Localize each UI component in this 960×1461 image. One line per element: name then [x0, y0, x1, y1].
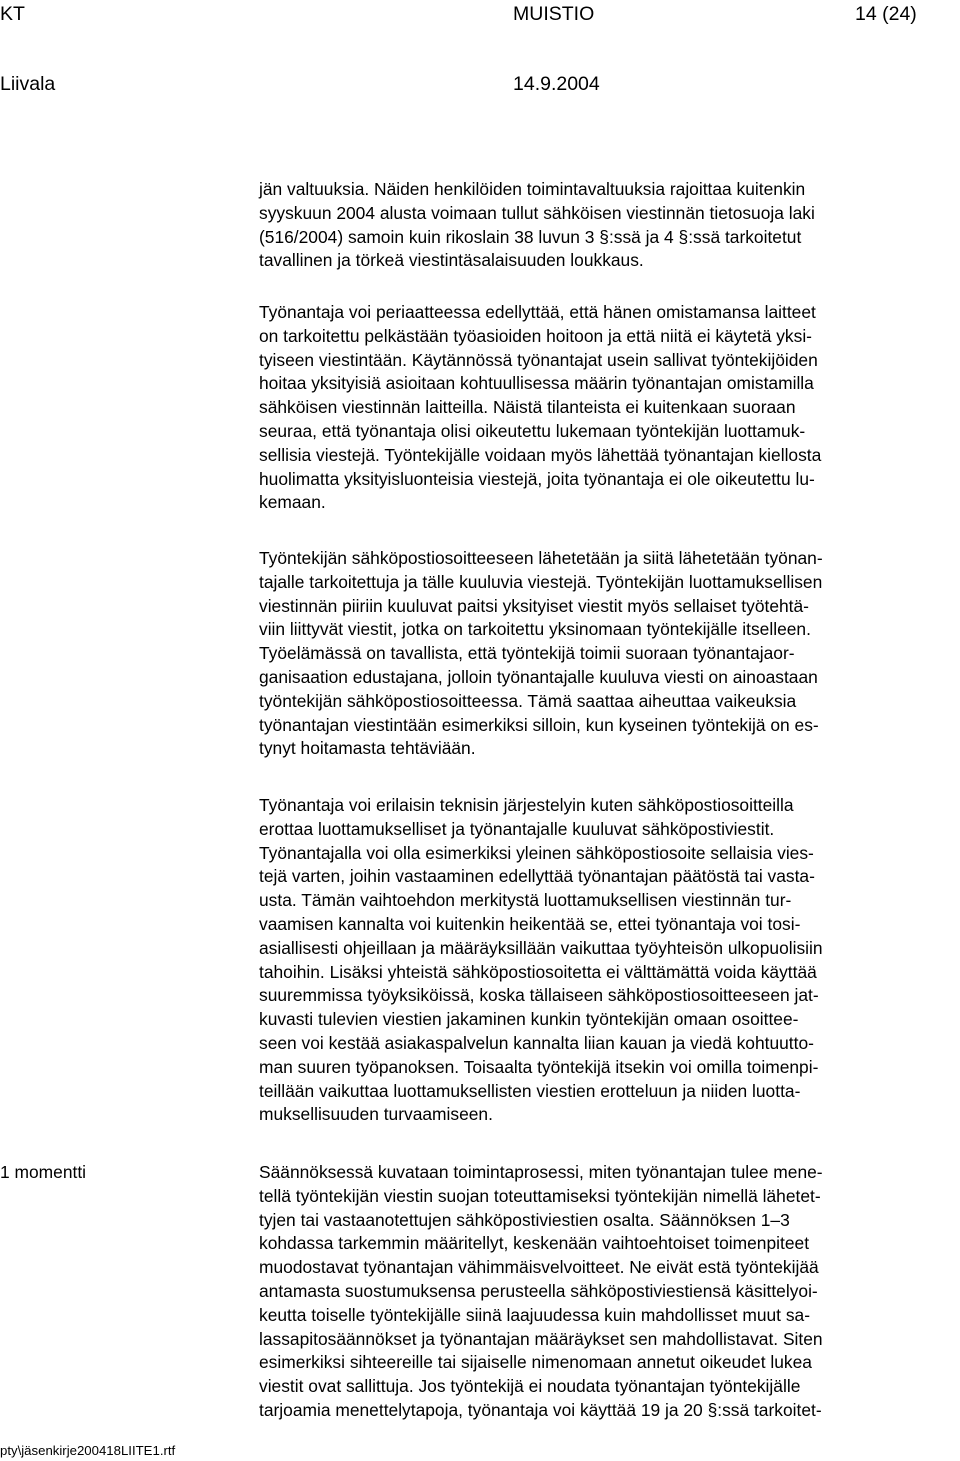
text-line: Työnantajalla voi olla esimerkiksi yleinen sähköpostiosoite sellaisia vies- — [259, 842, 814, 863]
text-line: Työelämässä on tavallista, että työntekijä toimii suoraan työnantajaor- — [259, 643, 795, 664]
text-line: tejä varten, joihin vastaaminen edellyttää työnantajan päätöstä tai vasta- — [259, 866, 815, 887]
text-line: viestinnän piiriin kuuluvat paitsi yksityiset viestit myös sellaiset työtehtä- — [259, 595, 809, 616]
text-line: työntekijän sähköpostiosoitteessa. Tämä saattaa aiheuttaa vaikeuksia — [259, 690, 797, 711]
text-line: tyiseen viestintään. Käytännössä työnantajat usein sallivat työntekijöiden — [259, 349, 818, 370]
text-line: (516/2004) samoin kuin rikoslain 38 luvun 3 §:ssä ja 4 §:ssä tarkoitetut — [259, 226, 802, 247]
text-line: erottaa luottamukselliset ja työnantajalle kuuluvat sähköpostiviestit. — [259, 818, 775, 839]
paragraph — [259, 794, 959, 1127]
text-line: viestit ovat sallittuja. Jos työntekijä ei noudata työnantajan työntekijälle — [259, 1376, 801, 1397]
paragraph — [259, 178, 959, 273]
header-doc-type: MUISTIO — [513, 3, 595, 25]
text-line: tavallinen ja törkeä viestintäsalaisuuden loukkaus. — [259, 250, 644, 271]
text-line: työnantajan viestintään esimerkiksi silloin, kun kyseinen työntekijä on es- — [259, 714, 819, 735]
text-line: sähköisen viestinnän laitteilla. Näistä tilanteista ei kuitenkaan suoraan — [259, 397, 796, 418]
text-line: muksellisuuden turvaamiseen. — [259, 1104, 493, 1125]
text-line: seen voi kestää asiakaspalvelun kannalta liian kauan ja viedä kohtuutto- — [259, 1032, 814, 1053]
text-line: kohdassa tarkemmin määritellyt, keskenään vaihtoehtoiset toimenpiteet — [259, 1233, 810, 1254]
text-line: man suuren työpanoksen. Toisaalta työntekijä itsekin voi omilla toimenpi- — [259, 1056, 819, 1077]
text-line: usta. Tämän vaihtoehdon merkitystä luottamuksellisen viestinnän tur- — [259, 890, 792, 911]
text-line: huolimatta yksityisluonteisia viestejä, joita työnantaja ei ole oikeutettu lu- — [259, 468, 815, 489]
text-line: Työnantaja voi erilaisin teknisin järjestelyin kuten sähköpostiosoitteilla — [259, 795, 794, 815]
text-line: teillään vaikuttaa luottamuksellisten viestien erotteluun ja niiden luotta- — [259, 1080, 801, 1101]
text-line: jän valtuuksia. Näiden henkilöiden toimintavaltuuksia rajoittaa kuitenkin — [259, 179, 806, 199]
text-line: Työnantaja voi periaatteessa edellyttää, että hänen omistamansa laitteet — [259, 302, 816, 322]
text-line: hoitaa yksityisiä asioitaan kohtuullisessa määrin työnantajan omistamilla — [259, 373, 814, 394]
header-page-number: 14 (24) — [855, 3, 917, 25]
text-line: asiallisesti ohjeillaan ja määräyksillään vaikuttaa työyhteisön ulkopuolisiin — [259, 937, 823, 958]
footer-file-path: pty\jäsenkirje200418LIITE1.rtf — [0, 1443, 176, 1458]
paragraph — [259, 1161, 959, 1423]
text-line: tynyt hoitamasta tehtäviään. — [259, 738, 476, 759]
text-line: tellä työntekijän viestin suojan toteuttamiseksi työntekijän nimellä lähetet- — [259, 1185, 821, 1206]
text-line: syyskuun 2004 alusta voimaan tullut sähköisen viestinnän tietosuoja laki — [259, 202, 815, 223]
text-line: keutta toiselle työntekijälle siinä laajuudessa kuin mahdollisset muut sa- — [259, 1304, 810, 1325]
text-line: Työntekijän sähköpostiosoitteeseen lähetetään ja siitä lähetetään työnan- — [259, 548, 823, 568]
text-line: sellisia viestejä. Työntekijälle voidaan myös lähettää työnantajan kiellosta — [259, 444, 822, 465]
text-line: lassapitosäännökset ja työnantajan määräykset sen mahdollistavat. Siten — [259, 1328, 823, 1349]
paragraph — [259, 547, 959, 761]
text-line: viin liittyvät viestit, jotka on tarkoitettu yksinomaan työntekijälle itselleen. — [259, 619, 811, 640]
paragraph — [259, 301, 959, 515]
header-date: 14.9.2004 — [513, 73, 600, 95]
header-attachment: Liivala — [0, 73, 56, 95]
text-line: kuvasti tulevien viestien jakaminen kunkin työntekijän omaan osoittee- — [259, 1009, 799, 1030]
text-line: vaamisen kannalta voi kuitenkin heikentää se, ettei työnantaja voi tosi- — [259, 913, 801, 934]
text-line: muodostavat työnantajan vähimmäisvelvoitteet. Ne eivät estä työntekijää — [259, 1257, 819, 1278]
text-line: tahoihin. Lisäksi yhteistä sähköpostiosoitetta ei välttämättä voida käyttää — [259, 961, 817, 982]
header-org: KT — [0, 3, 25, 25]
text-line: antamasta suostumuksensa perusteella sähköpostiviestiensä käsittelyoi- — [259, 1280, 818, 1301]
text-line: seuraa, että työnantaja olisi oikeutettu lukemaan työntekijän luottamuk- — [259, 420, 806, 441]
text-line: tajalle tarkoitettuja ja tälle kuuluvia viestejä. Työntekijän luottamuksellisen — [259, 571, 823, 592]
text-line: Säännöksessä kuvataan toimintaprosessi, miten työnantajan tulee mene- — [259, 1162, 823, 1182]
text-line: on tarkoitettu pelkästään työasioiden hoitoon ja että niitä ei käytetä yksi- — [259, 325, 812, 346]
section-label: 1 momentti — [0, 1162, 87, 1182]
text-line: tyjen tai vastaanotettujen sähköpostiviestien osalta. Säännöksen 1–3 — [259, 1209, 790, 1230]
text-line: esimerkiksi sihteereille tai sijaiselle nimenomaan annetut oikeudet lukea — [259, 1352, 812, 1373]
text-line: suuremmissa työyksiköissä, koska tällaiseen sähköpostiosoitteeseen jat- — [259, 985, 819, 1006]
text-line: ganisaation edustajana, jolloin työnantajalle kuuluva viesti on ainoastaan — [259, 666, 818, 687]
text-line: tarjoamia menettelytapoja, työnantaja voi käyttää 19 ja 20 §:ssä tarkoitet- — [259, 1399, 822, 1420]
text-line: kemaan. — [259, 492, 326, 513]
